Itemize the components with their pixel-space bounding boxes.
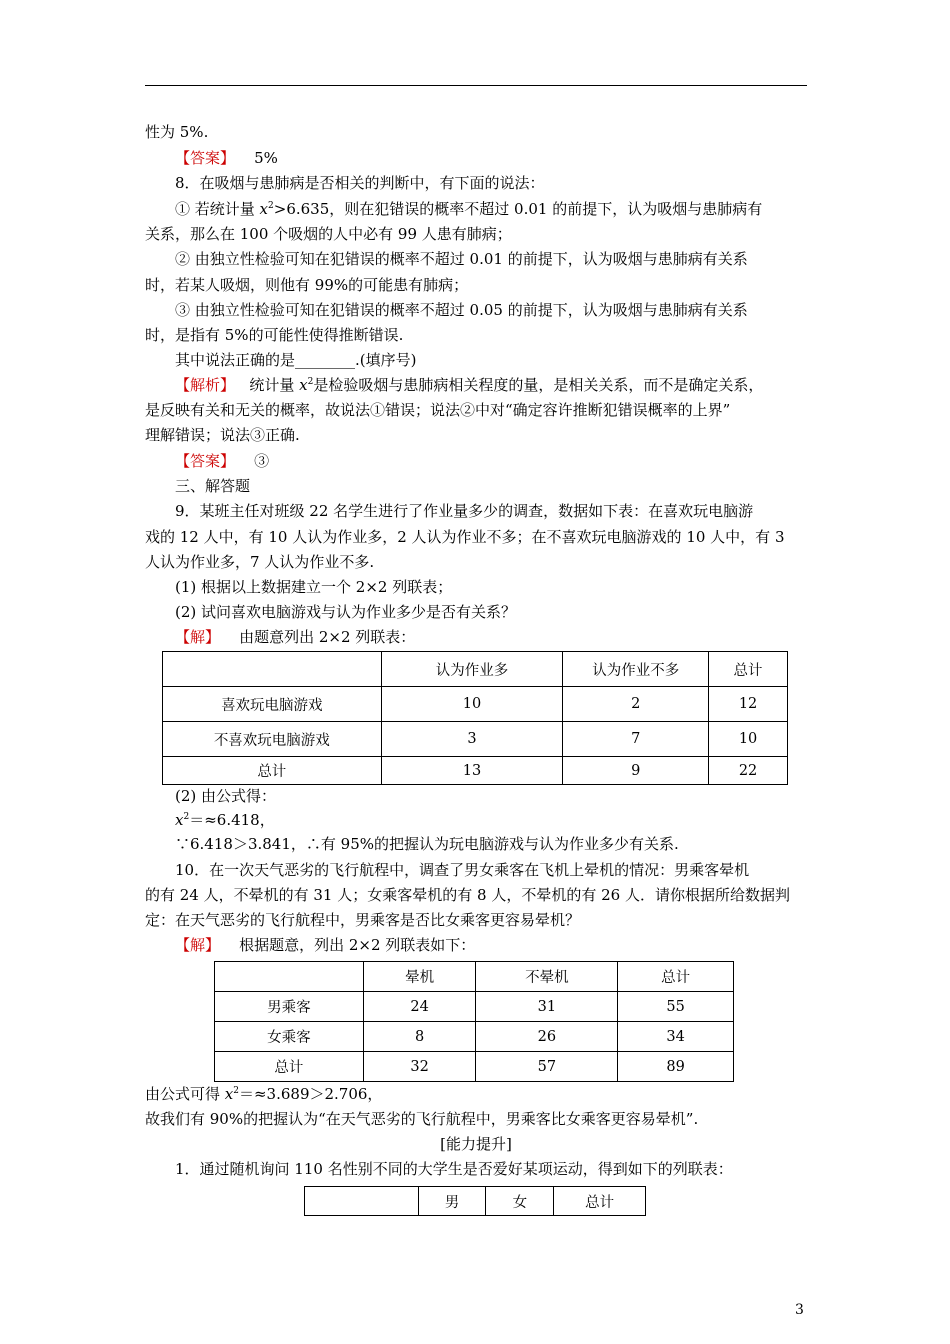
text-line: 理解错误；说法③正确. [145, 426, 300, 444]
table-cell: 不晕机 [476, 962, 618, 992]
table-cell: 24 [363, 992, 476, 1022]
chi-exponent: 2 [233, 1086, 239, 1096]
text-line: 是反映有关和无关的概率，故说法①错误；说法②中对“确定容许推断犯错误概率的上界” [145, 401, 731, 419]
table-cell: 2 [563, 687, 709, 722]
chi-symbol: x [259, 200, 269, 218]
formula-line [145, 1084, 810, 1106]
text-line: ③ 由独立性检验可知在犯错误的概率不超过 0.05 的前提下，认为吸烟与患肺病有关系 [175, 301, 748, 319]
text-line: 故我们有 90%的把握认为“在天气恶劣的飞行航程中，男乘客比女乘客更容易晕机”. [145, 1110, 699, 1128]
table-cell: 总计 [618, 962, 734, 992]
table-cell: 31 [476, 992, 618, 1022]
table-cell: 12 [709, 687, 788, 722]
text-line: 关系，那么在 100 个吸烟的人中必有 99 人患有肺病； [145, 225, 512, 243]
text-line: 的有 24 人，不晕机的有 31 人；女乘客晕机的有 8 人，不晕机的有 26 人．请你根据所给数据判 [145, 886, 790, 904]
table-cell: 57 [476, 1052, 618, 1082]
table-cell: 认为作业多 [381, 652, 563, 687]
contingency-table-sport [304, 1186, 646, 1216]
chi-symbol: x [175, 811, 184, 829]
table-header-row [163, 652, 788, 687]
section-heading: 三、解答题 [175, 477, 251, 495]
chi-symbol: x [299, 376, 308, 394]
analysis-label: 【解析】 [175, 376, 236, 394]
text-line: 时，若某人吸烟，则他有 99%的可能患有肺病； [145, 276, 469, 294]
table-cell: 89 [618, 1052, 734, 1082]
table-row [215, 1022, 734, 1052]
table-row [215, 992, 734, 1022]
question-8: 8．在吸烟与患肺病是否相关的判断中，有下面的说法： [175, 174, 545, 192]
table-cell: 认为作业不多 [563, 652, 709, 687]
question-10: 10．在一次天气恶劣的飞行航程中，调查了男女乘客在飞机上晕机的情况：男乘客晕机 [175, 861, 750, 879]
text-span: ＝≈3.689＞2.706， [238, 1085, 383, 1103]
table-cell: 晕机 [363, 962, 476, 992]
section-heading: [能力提升] [440, 1135, 512, 1153]
text-span: ＝≈6.418， [189, 811, 275, 829]
answer-line [175, 148, 840, 170]
table-row [163, 722, 788, 757]
text-line: ② 由独立性检验可知在犯错误的概率不超过 0.01 的前提下，认为吸烟与患肺病有关系 [175, 250, 748, 268]
answer-label: 【答案】 [175, 452, 236, 470]
table-row [163, 687, 788, 722]
text-span: 根据题意，列出 2×2 列联表如下： [239, 936, 476, 954]
text-line: 时，是指有 5%的可能性使得推断错误. [145, 326, 404, 344]
table-row [163, 757, 788, 785]
header-rule [145, 85, 807, 86]
table-cell: 喜欢玩电脑游戏 [163, 687, 382, 722]
table-cell: 8 [363, 1022, 476, 1052]
solution-label: 【解】 [175, 628, 221, 646]
table-cell: 10 [709, 722, 788, 757]
chi-exponent: 2 [307, 377, 314, 387]
table-cell: 男乘客 [215, 992, 364, 1022]
text-line: (2) 由公式得： [175, 787, 277, 805]
table-cell: 总计 [709, 652, 788, 687]
text-line: 其中说法正确的是________.(填序号) [175, 351, 417, 369]
table-cell: 10 [381, 687, 563, 722]
text-span: 是检验吸烟与患肺病相关程度的量，是相关关系，而不是确定关系， [313, 376, 764, 394]
page-number: 3 [795, 1302, 804, 1318]
table-cell [163, 652, 382, 687]
text-line: ∵6.418＞3.841，∴有 95%的把握认为玩电脑游戏与认为作业多少有关系. [175, 835, 679, 853]
text-span: ① 若统计量 [175, 200, 260, 218]
text-line: 性为 5%. [145, 123, 209, 141]
table-cell: 55 [618, 992, 734, 1022]
table-cell: 13 [381, 757, 563, 785]
solution-label: 【解】 [175, 936, 221, 954]
table-cell: 22 [709, 757, 788, 785]
chi-symbol: x [224, 1085, 234, 1103]
text-span: >6.635，则在犯错误的概率不超过 0.01 的前提下，认为吸烟与患肺病有 [273, 200, 763, 218]
text-line: (1) 根据以上数据建立一个 2×2 列联表； [175, 578, 453, 596]
table-cell: 女乘客 [215, 1022, 364, 1052]
text-line: (2) 试问喜欢电脑游戏与认为作业多少是否有关系？ [175, 603, 517, 621]
table-cell: 26 [476, 1022, 618, 1052]
analysis-line [175, 375, 840, 397]
table-cell: 不喜欢玩电脑游戏 [163, 722, 382, 757]
text-line: 戏的 12 人中，有 10 人认为作业多，2 人认为作业不多；在不喜欢玩电脑游戏的 10 人中，有 3 [145, 528, 785, 546]
text-span: 由题意列出 2×2 列联表： [239, 628, 416, 646]
table-cell: 男 [418, 1187, 486, 1216]
text-line [175, 199, 840, 221]
question-1: 1．通过随机询问 110 名性别不同的大学生是否爱好某项运动，得到如下的列联表： [175, 1160, 733, 1178]
contingency-table-homework [162, 651, 788, 785]
table-cell: 3 [381, 722, 563, 757]
formula-line [175, 810, 840, 832]
table-header-row [215, 962, 734, 992]
text-line: 人认为作业多，7 人认为作业不多. [145, 553, 375, 571]
text-span: 统计量 [249, 376, 300, 394]
table-row [215, 1052, 734, 1082]
table-cell: 7 [563, 722, 709, 757]
question-9: 9．某班主任对班级 22 名学生进行了作业量多少的调查，数据如下表：在喜欢玩电脑游 [175, 502, 754, 520]
answer-label: 【答案】 [175, 149, 236, 167]
table-cell: 女 [486, 1187, 554, 1216]
table-header-row [305, 1187, 646, 1216]
answer-value: ③ [254, 452, 270, 470]
table-cell: 总计 [163, 757, 382, 785]
contingency-table-airsickness [214, 961, 734, 1082]
table-cell [305, 1187, 419, 1216]
table-cell: 总计 [554, 1187, 646, 1216]
table-cell: 总计 [215, 1052, 364, 1082]
chi-exponent: 2 [268, 201, 274, 211]
answer-value: 5% [254, 149, 278, 167]
table-cell: 9 [563, 757, 709, 785]
chi-exponent: 2 [183, 812, 190, 822]
text-span: 由公式可得 [145, 1085, 225, 1103]
text-line: 定：在天气恶劣的飞行航程中，男乘客是否比女乘客更容易晕机？ [145, 911, 581, 929]
answer-line [175, 451, 840, 473]
solution-line [175, 935, 840, 957]
table-cell: 34 [618, 1022, 734, 1052]
table-cell [215, 962, 364, 992]
solution-line [175, 627, 840, 649]
table-cell: 32 [363, 1052, 476, 1082]
